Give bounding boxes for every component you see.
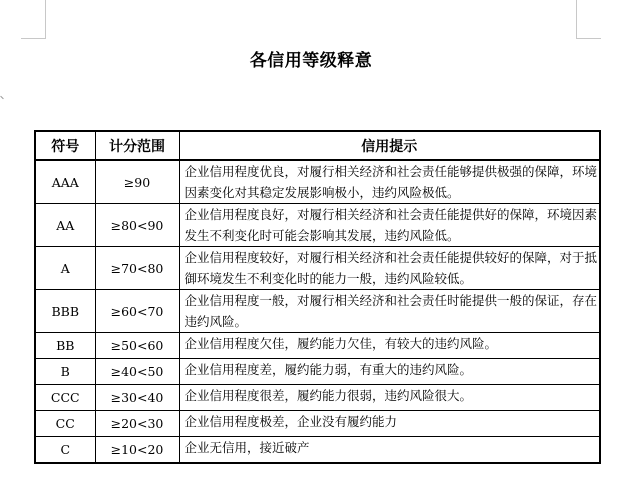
table-row [35,290,600,333]
rating-symbol: BB [35,333,95,359]
rating-symbol: B [35,359,95,385]
credit-hint: 企业信用程度欠佳，履约能力欠佳，有较大的违约风险。 [179,333,600,359]
credit-hint: 企业信用程度极差，企业没有履约能力 [179,411,600,437]
rating-symbol: AAA [35,160,95,204]
table-row [35,437,600,464]
credit-hint: 企业无信用，接近破产 [179,437,600,464]
rating-symbol: AA [35,204,95,247]
header-score-range: 计分范围 [95,131,179,160]
score-range: ≥80<90 [95,204,179,247]
rating-symbol: CCC [35,385,95,411]
table-row [35,247,600,290]
table-row [35,333,600,359]
score-range: ≥70<80 [95,247,179,290]
score-range: ≥10<20 [95,437,179,464]
table-row [35,359,600,385]
credit-rating-table [34,130,601,464]
credit-hint: 企业信用程度良好，对履行相关经济和社会责任能提供好的保障，环境因素发生不利变化时可能会影响其发展，违约风险低。 [179,204,600,247]
crop-mark-top-right [576,0,601,39]
score-range: ≥30<40 [95,385,179,411]
rating-symbol: C [35,437,95,464]
rating-symbol: CC [35,411,95,437]
credit-hint: 企业信用程度较好，对履行相关经济和社会责任能提供较好的保障，对于抵御环境发生不利变化时的能力一般，违约风险较低。 [179,247,600,290]
table-row [35,411,600,437]
table-row [35,385,600,411]
document-title: 各信用等级释意 [249,51,373,71]
header-credit-hint: 信用提示 [179,131,600,160]
crop-mark-top-left [21,0,46,39]
rating-symbol: A [35,247,95,290]
credit-hint: 企业信用程度优良，对履行相关经济和社会责任能够提供极强的保障，环境因素变化对其稳定发展影响极小，违约风险极低。 [179,160,600,204]
credit-hint: 企业信用程度很差，履约能力很弱，违约风险很大。 [179,385,600,411]
rating-symbol: BBB [35,290,95,333]
margin-mark [0,96,4,100]
table-header-row [35,131,600,160]
credit-hint: 企业信用程度差，履约能力弱，有重大的违约风险。 [179,359,600,385]
score-range: ≥60<70 [95,290,179,333]
table-row [35,160,600,204]
header-symbol: 符号 [35,131,95,160]
credit-hint: 企业信用程度一般，对履行相关经济和社会责任时能提供一般的保证，存在违约风险。 [179,290,600,333]
table-row [35,204,600,247]
score-range: ≥90 [95,160,179,204]
score-range: ≥50<60 [95,333,179,359]
score-range: ≥20<30 [95,411,179,437]
score-range: ≥40<50 [95,359,179,385]
